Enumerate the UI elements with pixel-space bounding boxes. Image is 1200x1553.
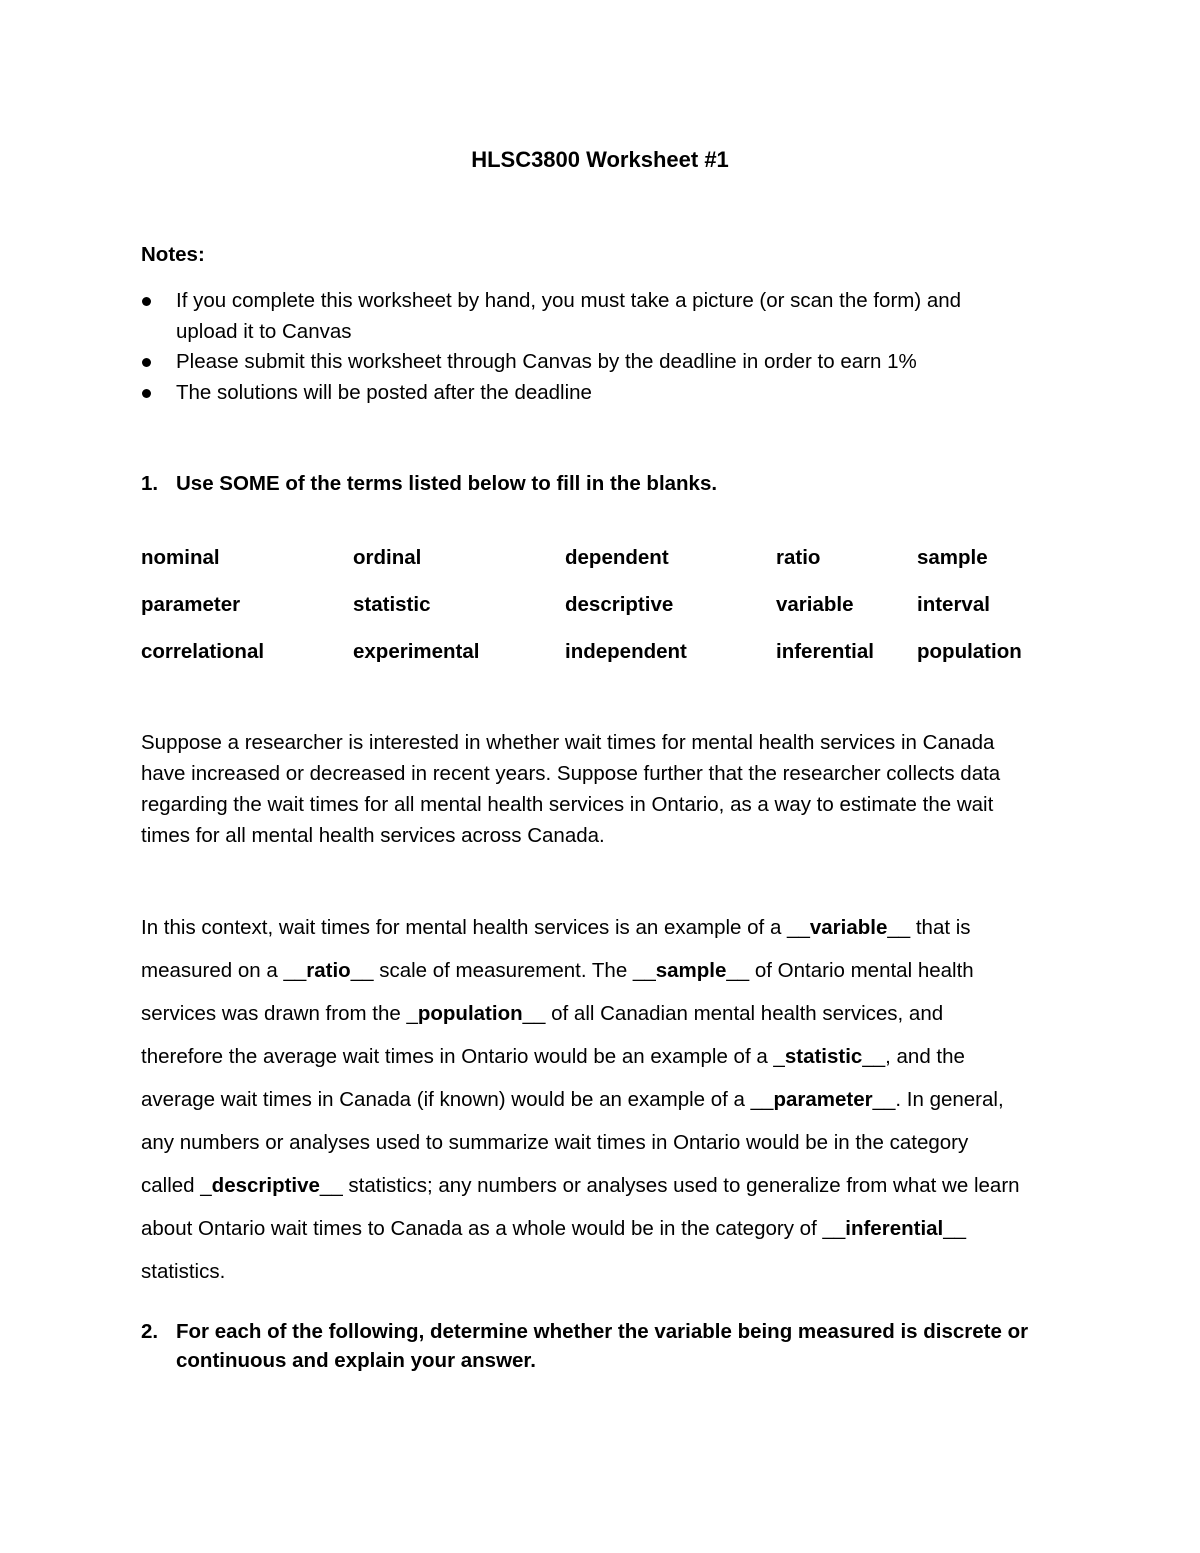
paragraph-line: regarding the wait times for all mental health services in Ontario, as a way to estimate the wait: [141, 793, 994, 816]
paragraph-line: Suppose a researcher is interested in whether wait times for mental health services in Canada: [141, 731, 995, 754]
term: ordinal: [353, 546, 422, 569]
question-2-number: 2.: [141, 1320, 159, 1343]
term: nominal: [141, 546, 220, 569]
blank-answer: population: [417, 1002, 523, 1025]
line-text: __ statistics; any numbers or analyses used to generalize from what we learn: [319, 1174, 1020, 1197]
note-item-line: Please submit this worksheet through Canvas by the deadline in order to earn 1%: [176, 350, 917, 373]
bullet-icon: [142, 389, 151, 398]
term: descriptive: [565, 593, 674, 616]
paragraph-line: [141, 916, 971, 940]
term: dependent: [565, 546, 669, 569]
line-text: called _: [141, 1174, 212, 1197]
line-text: __ of all Canadian mental health services, and: [522, 1002, 944, 1025]
question-1-number: 1.: [141, 472, 159, 495]
paragraph-line: [141, 1045, 965, 1069]
term: statistic: [353, 593, 431, 616]
paragraph-line: [141, 959, 974, 983]
blank-answer: sample: [655, 959, 727, 982]
bullet-icon: [142, 297, 151, 306]
line-text: __ scale of measurement. The __: [350, 959, 656, 982]
line-text: __. In general,: [872, 1088, 1004, 1111]
term: sample: [917, 546, 988, 569]
blank-answer: ratio: [306, 959, 351, 982]
term: inferential: [776, 640, 874, 663]
term: independent: [565, 640, 687, 663]
line-text: __ that is: [887, 916, 971, 939]
line-text: measured on a __: [141, 959, 307, 982]
question-2-line: For each of the following, determine whether the variable being measured is discrete or: [176, 1320, 1029, 1343]
blank-answer: inferential: [845, 1217, 944, 1240]
paragraph-line: [141, 1088, 1004, 1112]
bullet-icon: [142, 358, 151, 367]
paragraph-line: [141, 1174, 1020, 1198]
term: correlational: [141, 640, 265, 663]
question-1-text: Use SOME of the terms listed below to fill in the blanks.: [176, 472, 718, 495]
line-text: __: [943, 1217, 967, 1240]
paragraph-line: [141, 1002, 943, 1026]
term: population: [917, 640, 1022, 663]
notes-label: Notes:: [141, 243, 205, 266]
blank-answer: statistic: [784, 1045, 863, 1068]
line-text: statistics.: [141, 1260, 226, 1283]
paragraph-line: [141, 1131, 968, 1155]
line-text: average wait times in Canada (if known) would be an example of a __: [141, 1088, 774, 1111]
line-text: about Ontario wait times to Canada as a whole would be in the category of __: [141, 1217, 846, 1240]
line-text: any numbers or analyses used to summarize wait times in Ontario would be in the category: [141, 1131, 969, 1154]
note-item-line: upload it to Canvas: [176, 320, 352, 343]
note-item-line: The solutions will be posted after the deadline: [176, 381, 592, 404]
blank-answer: descriptive: [211, 1174, 320, 1197]
paragraph-line: have increased or decreased in recent years. Suppose further that the researcher collects data: [141, 762, 1001, 785]
blank-answer: parameter: [773, 1088, 873, 1111]
term: ratio: [776, 546, 821, 569]
line-text: therefore the average wait times in Ontario would be an example of a _: [141, 1045, 785, 1068]
blank-answer: variable: [809, 916, 888, 939]
term: parameter: [141, 593, 241, 616]
term: interval: [917, 593, 990, 616]
line-text: services was drawn from the _: [141, 1002, 418, 1025]
paragraph-line: [141, 1217, 966, 1241]
line-text: In this context, wait times for mental health services is an example of a __: [141, 916, 810, 939]
paragraph-line: [141, 1260, 225, 1284]
line-text: __ of Ontario mental health: [726, 959, 974, 982]
page-title: HLSC3800 Worksheet #1: [471, 147, 729, 172]
line-text: __, and the: [862, 1045, 965, 1068]
note-item-line: If you complete this worksheet by hand, you must take a picture (or scan the form) and: [176, 289, 962, 312]
term: variable: [776, 593, 854, 616]
question-2-line: continuous and explain your answer.: [176, 1349, 536, 1372]
term: experimental: [353, 640, 480, 663]
paragraph-line: times for all mental health services across Canada.: [141, 824, 605, 847]
